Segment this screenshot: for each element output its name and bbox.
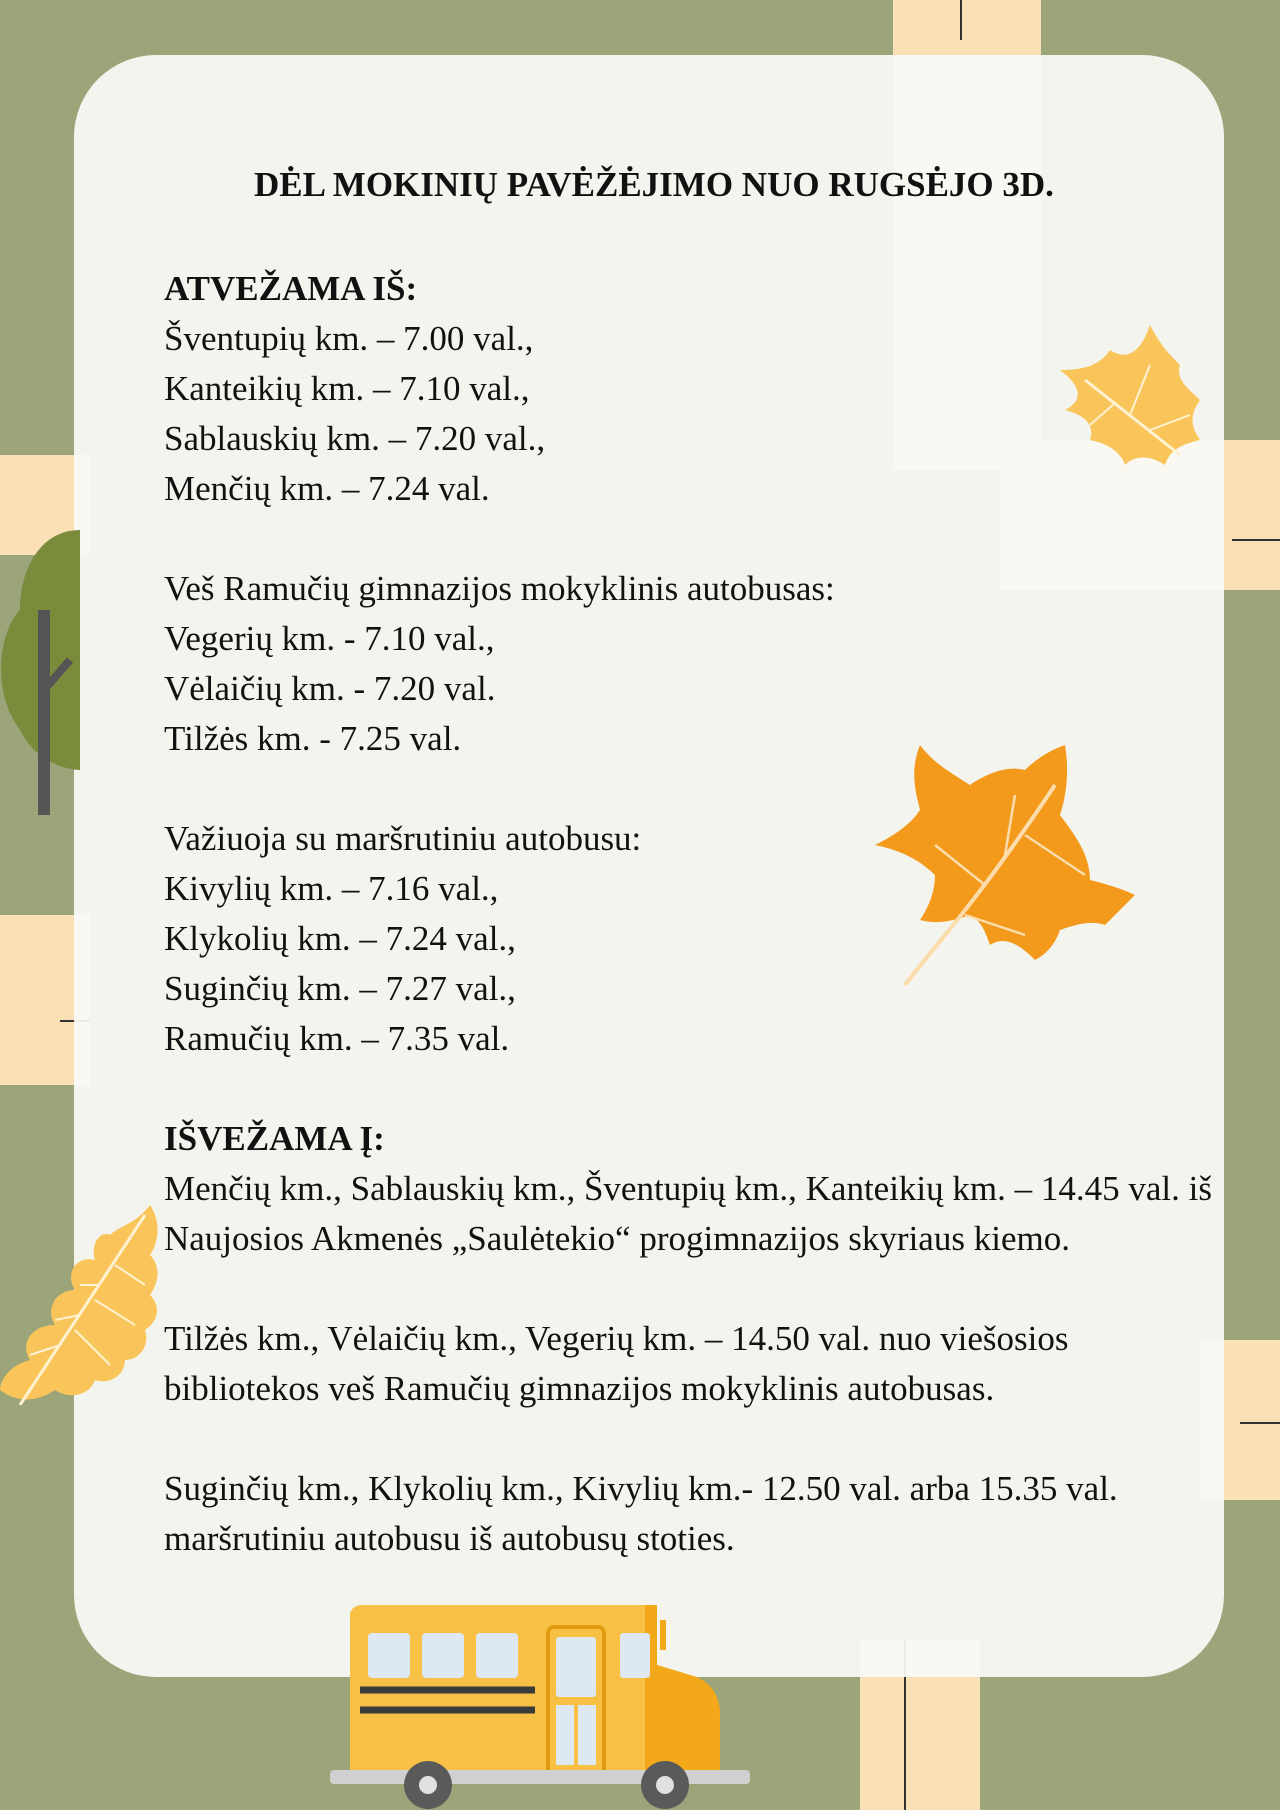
departure-heading: IŠVEŽAMA Į: (164, 1119, 385, 1158)
departure-paragraph: Menčių km., Sablauskių km., Šventupių km., Kanteikių km. – 14.45 val. iš Naujosios Akmenės „Saulėtekio“ progimnazijos skyriaus kiemo. (164, 1169, 1212, 1258)
oak-leaf-icon (0, 1205, 160, 1405)
route-bus-intro: Važiuoja su maršrutiniu autobusu: (164, 819, 642, 858)
tree-icon (0, 530, 80, 815)
school-bus-intro: Veš Ramučių gimnazijos mokyklinis autobusas: (164, 569, 835, 608)
arrival-line: Menčių km. – 7.24 val. (164, 469, 490, 508)
departure-paragraph: Suginčių km., Klykolių km., Kivylių km.- 12.50 val. arba 15.35 val. maršrutiniu autobusu iš autobusų stoties. (164, 1469, 1118, 1558)
route-bus-line: Kivylių km. – 7.16 val., (164, 869, 499, 908)
school-bus-line: Tilžės km. - 7.25 val. (164, 719, 462, 758)
school-bus-icon (330, 1605, 760, 1810)
route-bus-line: Suginčių km. – 7.27 val., (164, 969, 516, 1008)
route-bus-line: Klykolių km. – 7.24 val., (164, 919, 516, 958)
notice-content (164, 160, 1224, 1564)
arrival-line: Šventupių km. – 7.00 val., (164, 319, 534, 358)
school-bus-line: Vegerių km. - 7.10 val., (164, 619, 495, 658)
school-bus-line: Vėlaičių km. - 7.20 val. (164, 669, 496, 708)
document-title: DĖL MOKINIŲ PAVĖŽĖJIMO NUO RUGSĖJO 3D. (254, 165, 1054, 204)
route-bus-line: Ramučių km. – 7.35 val. (164, 1019, 510, 1058)
arrival-line: Sablauskių km. – 7.20 val., (164, 419, 546, 458)
arrival-heading: ATVEŽAMA IŠ: (164, 269, 418, 308)
departure-paragraph: Tilžės km., Vėlaičių km., Vegerių km. – 14.50 val. nuo viešosios bibliotekos veš Ramučių gimnazijos mokyklinis autobusas. (164, 1319, 1069, 1408)
arrival-line: Kanteikių km. – 7.10 val., (164, 369, 530, 408)
